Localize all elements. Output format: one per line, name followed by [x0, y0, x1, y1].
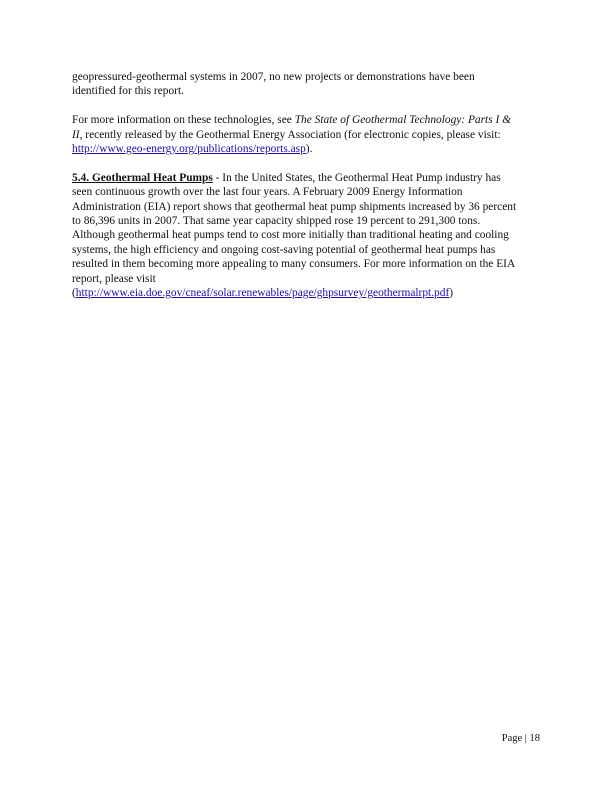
paragraph-line: resulted in them becoming more appealing to many consumers. For more information on the EIA: [72, 258, 516, 271]
report-title-italic-continued: II,: [72, 128, 83, 141]
report-title-italic: The State of Geothermal Technology: Parts I &: [294, 114, 511, 127]
section-heading: 5.4. Geothermal Heat Pumps: [72, 171, 213, 184]
paragraph-text: - In the United States, the Geothermal Heat Pump industry has: [212, 171, 501, 184]
document-body: [72, 70, 544, 315]
paragraph-geopressured: [72, 70, 544, 99]
paragraph-line: Administration (EIA) report shows that geothermal heat pump shipments increased by 36 percent: [72, 200, 517, 213]
paragraph-line: [72, 171, 544, 185]
paragraph-line: geopressured-geothermal systems in 2007, no new projects or demonstrations have been: [72, 71, 475, 83]
paragraph-line: report, please visit: [72, 272, 156, 285]
page-number: Page | 18: [501, 733, 540, 744]
paragraph-line: seen continuous growth over the last four years. A February 2009 Energy Information: [72, 186, 463, 199]
paren-close: ): [449, 287, 454, 300]
gea-reports-link[interactable]: http://www.geo-energy.org/publications/reports.asp: [72, 143, 306, 156]
paragraph-line: to 86,396 units in 2007. That same year capacity shipped rose 19 percent to 291,300 tons.: [72, 215, 481, 228]
paragraph-more-information: [72, 113, 544, 156]
paragraph-line: [72, 142, 544, 156]
paragraph-line: [72, 128, 544, 142]
paragraph-text: For more information on these technologies, see: [72, 114, 295, 127]
section-geothermal-heat-pumps: [72, 171, 544, 301]
paragraph-line: systems, the high efficiency and ongoing cost-saving potential of geothermal heat pumps has: [72, 243, 496, 256]
paragraph-line: [72, 286, 544, 300]
paragraph-text: ).: [305, 143, 313, 156]
paragraph-line: [72, 113, 544, 127]
eia-report-link[interactable]: http://www.eia.doe.gov/cneaf/solar.renewables/page/ghpsurvey/geothermalrpt.pdf: [75, 287, 450, 300]
paragraph-line: identified for this report.: [72, 85, 184, 98]
paragraph-text: recently released by the Geothermal Energy Association (for electronic copies, please visit:: [82, 128, 501, 141]
paragraph-line: Although geothermal heat pumps tend to cost more initially than traditional heating and cooling: [72, 229, 509, 242]
paren-open: (: [72, 287, 76, 300]
